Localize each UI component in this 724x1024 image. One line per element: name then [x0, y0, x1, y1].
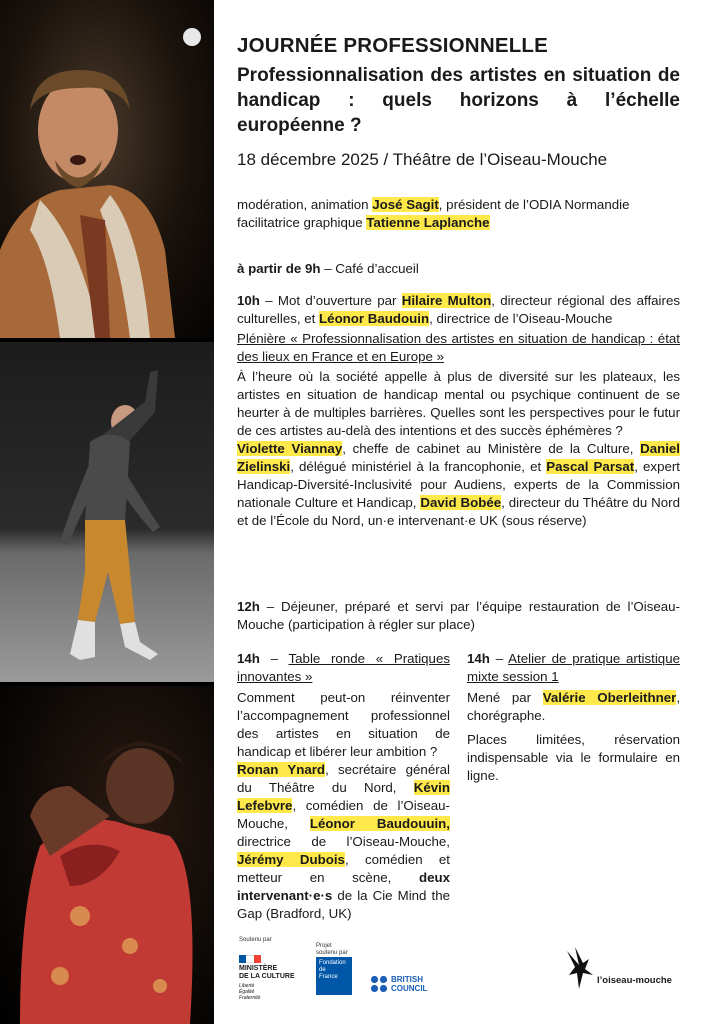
speaker-role: , comédien de l’Oiseau-Mouche,: [237, 798, 450, 831]
lunch-text: – Déjeuner, préparé et servi par l’équipe restauration de l’Oiseau-Mouche (participation à régler sur place): [237, 599, 680, 632]
moderator-name: José Sagit: [372, 197, 439, 212]
event-kicker: JOURNÉE PROFESSIONNELLE: [237, 34, 549, 57]
event-title: Professionnalisation des artistes en situation de handicap : quels horizons à l’échelle européenne ?: [237, 65, 680, 136]
speaker-role: directrice de l’Oiseau-Mouche,: [237, 834, 450, 849]
plenary-title: Plénière « Professionnalisation des artistes en situation de handicap : état des lieux en France et en Europe »: [237, 331, 680, 364]
photo-performer-dress: [0, 686, 214, 1024]
workshop-session: [467, 650, 680, 785]
supported-by-label: Soutenu par: [239, 937, 272, 943]
sponsor-logos: [237, 935, 680, 1015]
speaker-role: , expert Handicap-Diversité-Inclusivité pour Audiens, experts de la Commission nationale Culture et Handicap,: [237, 459, 680, 510]
session-title: Table ronde « Pratiques innovantes »: [237, 651, 450, 684]
fondation-de-france-logo: [316, 957, 352, 995]
speaker-name: Léonor Baudouuin,: [309, 816, 450, 831]
oiseau-mouche-wordmark: l’oiseau-mouche: [597, 975, 672, 986]
speaker-name: Kévin Lefebvre: [237, 780, 450, 813]
welcome-item: [237, 260, 680, 278]
project-note-line: Projet: [316, 943, 332, 949]
speaker-name: Jérémy Dubois: [237, 852, 345, 867]
speaker-name: Hilaire Multon: [401, 293, 492, 308]
plenary-description: À l’heure où la société appelle à plus de diversité sur les plateaux, les artistes en situation de handicap mental ou psychique continuent de se heurter à de multiples barrières. Quelles sont les perspectives pour le futur de ces artistes au-delà des intentions et des succès éphémères ?: [237, 369, 680, 438]
separator: –: [259, 651, 289, 666]
speaker-name: Valérie Oberleithner: [542, 690, 677, 705]
ministry-name: DE LA CULTURE: [239, 973, 295, 980]
speaker-role: , chorégraphe.: [467, 690, 681, 723]
speaker-role: , comédien et metteur en scène,: [237, 852, 450, 885]
credits-block: [237, 196, 680, 232]
opening-time: 10h: [237, 293, 260, 308]
speaker-role: , délégué ministériel à la francophonie, et: [290, 459, 547, 474]
session-title: Atelier de pratique artistique mixte session 1: [467, 651, 680, 684]
opening-item: [237, 292, 680, 530]
hummingbird-icon: [565, 945, 595, 991]
ministry-name: MINISTÈRE: [239, 965, 278, 972]
british-council-dots-icon: [370, 975, 388, 993]
project-note-line: soutenu par: [316, 950, 348, 956]
speaker-role: , directeur du Théâtre du Nord et de l’École du Nord, un·e intervenant·e UK (sous réserve): [237, 495, 680, 528]
speaker-role: , cheffe de cabinet au Ministère de la Culture,: [342, 441, 641, 456]
lunch-item: [237, 598, 680, 634]
speaker-role: , directeur régional des affaires culturelles, et: [237, 293, 680, 326]
speaker-role: , secrétaire général du Théâtre du Nord,: [237, 762, 450, 795]
ministry-motto: Égalité: [239, 989, 255, 995]
ministry-logo: [239, 955, 309, 1001]
session-time: 14h: [467, 651, 490, 666]
speaker-name: Daniel Zielinski: [237, 441, 680, 474]
lunch-time: 12h: [237, 599, 260, 614]
speaker-name: Pascal Parsat: [546, 459, 635, 474]
speaker-role: de la Cie Mind the Gap (Bradford, UK): [237, 888, 450, 921]
event-date-venue: 18 décembre 2025 / Théâtre de l’Oiseau-Mouche: [237, 150, 608, 169]
ministry-motto: Liberté: [239, 983, 255, 989]
registration-note: Places limitées, réservation indispensable via le formulaire en ligne.: [467, 732, 680, 783]
fdf-line: France: [319, 974, 338, 980]
moderator-role: , président de l’ODIA Normandie: [438, 197, 630, 212]
speaker-name: Léonor Baudouin: [319, 311, 430, 326]
photo-actor-jacket: [0, 0, 214, 338]
welcome-text: – Café d’accueil: [320, 261, 419, 276]
fdf-line: de: [319, 967, 326, 973]
oiseau-mouche-logo: [565, 945, 595, 996]
session-description: Comment peut-on réinventer l’accompagnement professionnel des artistes en situation de handicap et libérer leur ambition ?: [237, 690, 450, 759]
french-flag-icon: [239, 955, 261, 963]
speaker-name: Ronan Ynard: [237, 762, 326, 777]
session-time: 14h: [237, 651, 260, 666]
round-table-session: [237, 650, 450, 923]
facilitation-label: facilitatrice graphique: [237, 215, 367, 230]
opening-text: – Mot d’ouverture par: [259, 293, 402, 308]
bc-name: BRITISH: [391, 975, 423, 984]
photo-dancer: [0, 342, 214, 682]
photo-column: [0, 0, 214, 1024]
bc-name: COUNCIL: [391, 984, 428, 993]
fdf-line: Fondation: [319, 960, 346, 966]
speaker-name: deux intervenant·e·s: [237, 870, 450, 903]
ministry-motto: Fraternité: [239, 995, 261, 1001]
speaker-name: Violette Viannay: [237, 441, 343, 456]
facilitator-name: Tatienne Laplanche: [366, 215, 490, 230]
project-note: [316, 943, 348, 957]
welcome-time: à partir de 9h: [237, 261, 321, 276]
led-by-label: Mené par: [467, 690, 543, 705]
separator: –: [489, 651, 509, 666]
speaker-role: , directrice de l’Oiseau-Mouche: [429, 311, 613, 326]
british-council-logo: [370, 975, 427, 993]
speaker-name: David Bobée: [420, 495, 502, 510]
moderation-label: modération, animation: [237, 197, 373, 212]
